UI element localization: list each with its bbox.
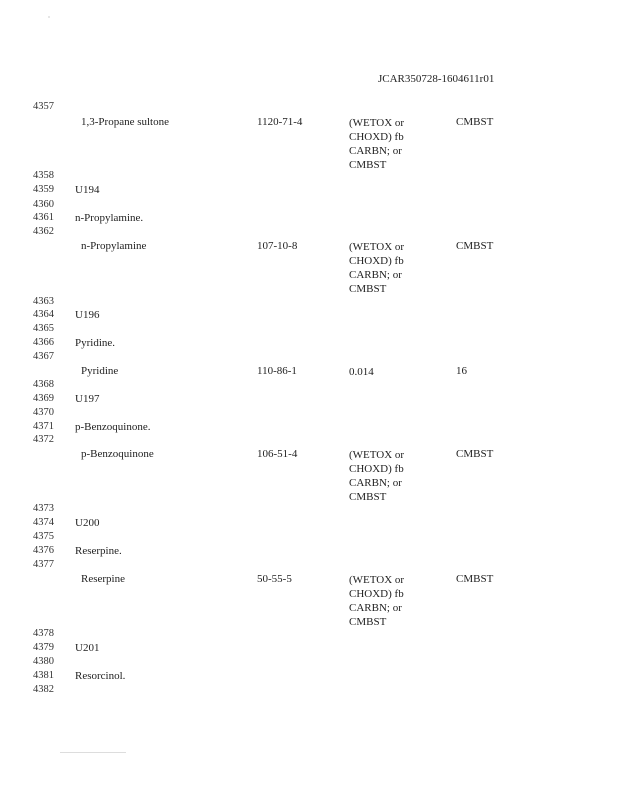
constituent-heading: p-Benzoquinone.	[75, 421, 151, 433]
wastewater-standard: (WETOX or CHOXD) fb CARBN; or CMBST	[349, 574, 405, 628]
line-number-4369: 4369	[33, 393, 54, 404]
line-number-4368: 4368	[33, 379, 54, 390]
nonwastewater-standard: CMBST	[456, 116, 494, 128]
line-number-4381: 4381	[33, 670, 54, 681]
line-number-4366: 4366	[33, 337, 54, 348]
nonwastewater-standard: CMBST	[456, 240, 494, 252]
waste-code-heading: U196	[75, 309, 100, 321]
nonwastewater-standard: 16	[456, 365, 467, 377]
wastewater-standard: (WETOX or CHOXD) fb CARBN; or CMBST	[349, 449, 405, 503]
line-number-4374: 4374	[33, 517, 54, 528]
line-number-4362: 4362	[33, 226, 54, 237]
constituent-heading: Resorcinol.	[75, 670, 126, 682]
line-number-4363: 4363	[33, 296, 54, 307]
line-number-4370: 4370	[33, 407, 54, 418]
cas-number: 107-10-8	[257, 240, 298, 252]
waste-code-heading: U200	[75, 517, 100, 529]
cas-number: 110-86-1	[257, 365, 297, 377]
wastewater-standard: 0.014	[349, 366, 374, 378]
line-number-4377: 4377	[33, 559, 54, 570]
waste-code-heading: U201	[75, 642, 100, 654]
line-number-4357: 4357	[33, 101, 54, 112]
line-number-4364: 4364	[33, 309, 54, 320]
constituent-heading: Reserpine.	[75, 545, 122, 557]
cas-number: 1120-71-4	[257, 116, 303, 128]
waste-code-heading: U194	[75, 184, 100, 196]
constituent-name: p-Benzoquinone	[81, 448, 154, 460]
line-number-4379: 4379	[33, 642, 54, 653]
line-number-4358: 4358	[33, 170, 54, 181]
constituent-name: 1,3-Propane sultone	[81, 116, 169, 128]
constituent-name: n-Propylamine	[81, 240, 147, 252]
line-number-4367: 4367	[33, 351, 54, 362]
line-number-4373: 4373	[33, 503, 54, 514]
line-number-4371: 4371	[33, 421, 54, 432]
line-number-4380: 4380	[33, 656, 54, 667]
line-number-4361: 4361	[33, 212, 54, 223]
line-number-4365: 4365	[33, 323, 54, 334]
document-id-header: JCAR350728-1604611r01	[378, 73, 495, 85]
line-number-4376: 4376	[33, 545, 54, 556]
cas-number: 50-55-5	[257, 573, 292, 585]
wastewater-standard: (WETOX or CHOXD) fb CARBN; or CMBST	[349, 117, 405, 171]
line-number-4382: 4382	[33, 684, 54, 695]
cas-number: 106-51-4	[257, 448, 298, 460]
nonwastewater-standard: CMBST	[456, 448, 494, 460]
line-number-4359: 4359	[33, 184, 54, 195]
constituent-heading: Pyridine.	[75, 337, 116, 349]
wastewater-standard: (WETOX or CHOXD) fb CARBN; or CMBST	[349, 241, 405, 295]
scan-speck	[48, 16, 50, 18]
constituent-name: Pyridine	[81, 365, 119, 377]
constituent-heading: n-Propylamine.	[75, 212, 144, 224]
constituent-name: Reserpine	[81, 573, 125, 585]
nonwastewater-standard: CMBST	[456, 573, 494, 585]
line-number-4360: 4360	[33, 199, 54, 210]
scan-smudge	[60, 752, 126, 753]
line-number-4378: 4378	[33, 628, 54, 639]
line-number-4375: 4375	[33, 531, 54, 542]
line-number-4372: 4372	[33, 434, 54, 445]
waste-code-heading: U197	[75, 393, 100, 405]
